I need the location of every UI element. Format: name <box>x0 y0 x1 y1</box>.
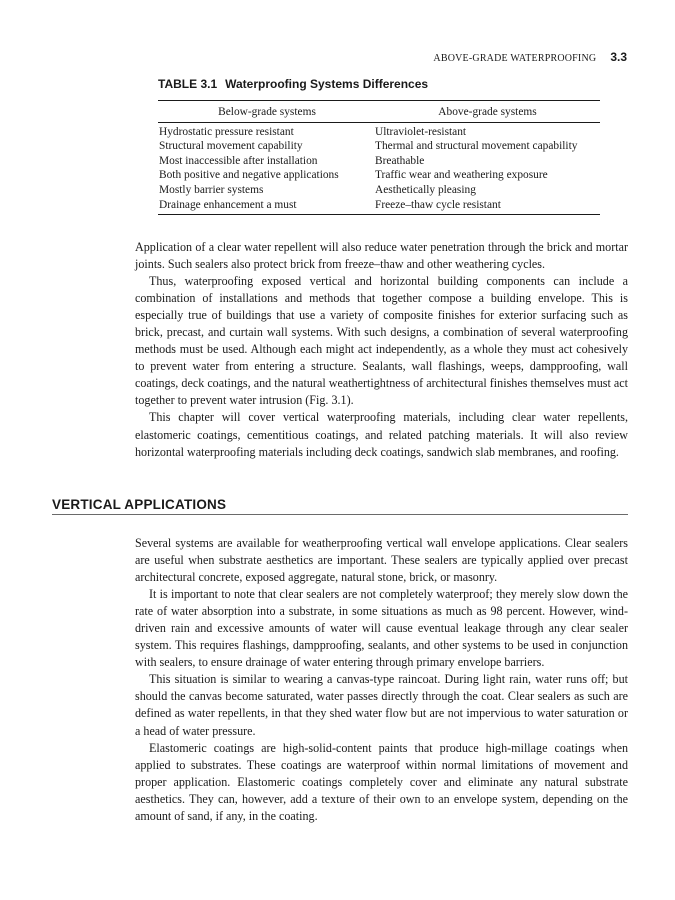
column-header-above-grade: Above-grade systems <box>375 101 600 123</box>
table-cell: Most inaccessible after installation <box>159 154 318 167</box>
section-heading: VERTICAL APPLICATIONS <box>52 497 628 515</box>
table-cell: Structural movement capability <box>159 140 303 153</box>
table-row <box>158 183 600 198</box>
table-cell: Breathable <box>375 154 425 167</box>
table-row <box>158 154 600 169</box>
column-header-below-grade: Below-grade systems <box>158 101 375 123</box>
table-cell: Hydrostatic pressure resistant <box>159 125 294 138</box>
body-paragraph: Thus, waterproofing exposed vertical and horizontal building components can include a combination of installations and methods that together compose a building envelope. This is especially true of buildings that use a variety of composite finishes for exterior surfacing such as brick, precast, and curtain wall systems. With such designs, a combination of several waterproofing methods must be used. Although each might act independently, as a whole they must act cohesively to prevent water from entering a structure. Sealants, wall flashings, weeps, dampproofing, wall coatings, deck coatings, and the natural weathertightness of architectural finishes themselves must act together to prevent water intrusion (Fig. 3.1). <box>135 274 628 408</box>
table-caption-number: TABLE 3.1 <box>158 77 218 91</box>
body-paragraph: This situation is similar to wearing a canvas-type raincoat. During light rain, water runs off; but should the canvas become saturated, water passes directly through the coat. Clear sealers as such are defined as water repellents, in that they shed water flow but are not impervious to water saturation or a head of water pressure. <box>135 672 628 738</box>
table-header-row <box>158 101 600 123</box>
running-title: ABOVE-GRADE WATERPROOFING <box>433 53 597 64</box>
systems-table <box>158 100 600 215</box>
table-caption-title: Waterproofing Systems Differences <box>225 77 429 91</box>
table-cell: Both positive and negative applications <box>159 169 339 182</box>
table-row <box>158 122 600 139</box>
table-cell: Drainage enhancement a must <box>158 198 375 215</box>
table-cell: Thermal and structural movement capability <box>375 140 578 153</box>
body-paragraph: It is important to note that clear sealers are not completely waterproof; they merely slow down the rate of water absorption into a substrate, in some situations as much as 98 percent. However, wind-driven rain and excessive amounts of water will cause eventual leakage through any clear sealer system. This requires flashings, dampproofing, sealants, and other systems to be used in conjunction with sealers, to ensure drainage of water entering through primary envelope barriers. <box>135 587 628 670</box>
table-cell: Ultraviolet-resistant <box>375 125 467 138</box>
body-paragraph: Elastomeric coatings are high-solid-content paints that produce high-millage coatings when applied to substrates. These coatings are waterproof within normal limitations of movement and proper application. Elastomeric coatings completely cover and eliminate any natural substrate aesthetics. They can, however, add a texture of their own to an envelope system, depending on the amount of sand, if any, in the coating. <box>135 740 628 823</box>
table-row <box>158 168 600 183</box>
table-cell: Mostly barrier systems <box>159 183 264 196</box>
page-number: 3.3 <box>610 50 627 64</box>
table-cell: Aesthetically pleasing <box>375 183 476 196</box>
table-caption <box>158 77 428 91</box>
section-text <box>135 535 628 825</box>
running-head <box>300 48 627 66</box>
table-row <box>158 139 600 154</box>
intro-text <box>135 239 628 461</box>
table-cell: Freeze–thaw cycle resistant <box>375 198 600 215</box>
table-row <box>158 198 600 215</box>
body-paragraph: Application of a clear water repellent will also reduce water penetration through the brick and mortar joints. Such sealers also protect brick from freeze–thaw and other weathering cycles. <box>135 240 628 272</box>
body-paragraph: This chapter will cover vertical waterproofing materials, including clear water repellents, elastomeric coatings, cementitious coatings, and related patching materials. It will also review horizontal waterproofing materials including deck coatings, sandwich slab membranes, and roofing. <box>135 410 628 459</box>
body-paragraph: Several systems are available for weatherproofing vertical wall envelope applications. Clear sealers are useful when substrate aesthetics are important. These sealers are typically applied over precast architectural concrete, exposed aggregate, natural stone, brick, or masonry. <box>135 536 628 585</box>
table-cell: Traffic wear and weathering exposure <box>375 169 548 182</box>
